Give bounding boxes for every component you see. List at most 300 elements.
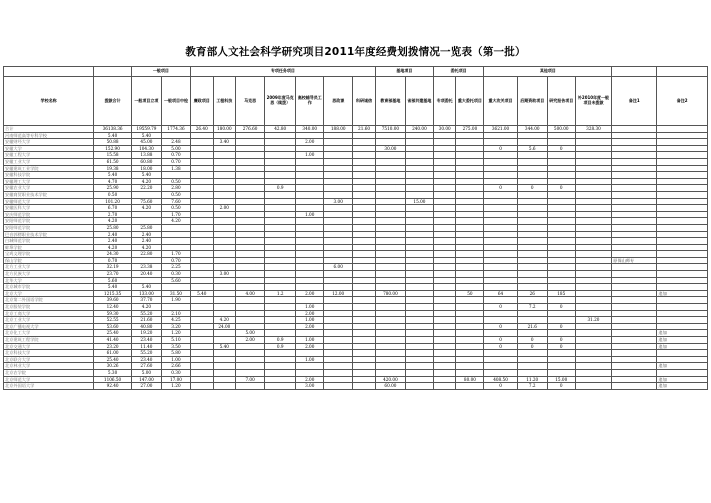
amount-cell xyxy=(547,264,575,271)
amount-cell xyxy=(433,205,456,212)
remark-cell xyxy=(612,238,657,245)
table-row xyxy=(4,363,708,370)
amount-cell xyxy=(296,178,324,185)
amount-cell xyxy=(405,165,433,172)
amount-cell xyxy=(456,337,484,344)
remark-cell xyxy=(657,139,708,146)
table-row xyxy=(4,132,708,139)
amount-cell xyxy=(324,152,353,159)
amount-cell: 24.00 xyxy=(213,323,236,330)
amount-cell xyxy=(190,271,213,278)
remark-cell xyxy=(657,224,708,231)
amount-cell xyxy=(296,191,324,198)
col-header-total: 拨款合计 xyxy=(94,77,132,126)
amount-cell xyxy=(296,172,324,179)
table-row xyxy=(4,277,708,284)
amount-cell xyxy=(575,238,612,245)
amount-cell xyxy=(405,363,433,370)
amount-cell xyxy=(517,251,547,258)
amount-cell: 4.25 xyxy=(161,317,190,324)
amount-cell xyxy=(265,350,296,357)
amount-cell xyxy=(375,350,405,357)
amount-cell xyxy=(547,317,575,324)
col-header-joint-base: 省部共建基地 xyxy=(405,77,433,126)
amount-cell xyxy=(405,257,433,264)
amount-cell xyxy=(575,290,612,297)
amount-cell xyxy=(324,139,353,146)
table-row xyxy=(4,383,708,390)
amount-cell xyxy=(375,165,405,172)
amount-cell xyxy=(433,238,456,245)
amount-cell: 1.00 xyxy=(296,152,324,159)
amount-cell: 7.2 xyxy=(517,383,547,390)
remark-cell xyxy=(657,231,708,238)
amount-cell xyxy=(375,297,405,304)
remark-cell xyxy=(612,323,657,330)
amount-cell xyxy=(296,297,324,304)
remark-cell xyxy=(612,165,657,172)
amount-cell xyxy=(324,145,353,152)
amount-cell xyxy=(236,323,265,330)
amount-cell xyxy=(213,363,236,370)
amount-cell xyxy=(484,191,517,198)
remark-cell xyxy=(612,350,657,357)
amount-cell xyxy=(131,211,161,218)
amount-cell xyxy=(161,284,190,291)
table-row xyxy=(4,152,708,159)
amount-cell xyxy=(324,284,353,291)
amount-cell: 2.48 xyxy=(161,139,190,146)
amount-cell: 0 xyxy=(517,185,547,192)
table-row xyxy=(4,317,708,324)
amount-cell xyxy=(265,231,296,238)
amount-cell xyxy=(161,244,190,251)
amount-cell xyxy=(456,211,484,218)
table-row xyxy=(4,290,708,297)
table-row xyxy=(4,224,708,231)
school-name-cell: 北京化工大学 xyxy=(4,330,94,337)
amount-cell xyxy=(353,205,376,212)
amount-cell xyxy=(375,132,405,139)
amount-cell: 31.20 xyxy=(575,317,612,324)
amount-cell xyxy=(433,356,456,363)
amount-cell xyxy=(236,317,265,324)
amount-cell xyxy=(190,343,213,350)
school-name-cell: 北京工业大学 xyxy=(4,317,94,324)
amount-cell xyxy=(547,284,575,291)
amount-cell xyxy=(456,277,484,284)
amount-cell: 4.20 xyxy=(161,218,190,225)
remark-cell xyxy=(657,277,708,284)
amount-cell xyxy=(517,198,547,205)
amount-cell xyxy=(131,277,161,284)
amount-cell xyxy=(547,363,575,370)
amount-cell xyxy=(575,158,612,165)
amount-cell xyxy=(190,152,213,159)
amount-cell xyxy=(236,343,265,350)
amount-cell xyxy=(236,145,265,152)
amount-cell xyxy=(190,383,213,390)
amount-cell: 61.50 xyxy=(94,158,132,165)
col-header-remark-2: 备注2 xyxy=(657,77,708,126)
amount-cell xyxy=(375,158,405,165)
amount-cell: 5.40 xyxy=(94,132,132,139)
col-header-school: 学校名称 xyxy=(4,77,94,126)
amount-cell: 3621.00 xyxy=(484,126,517,133)
amount-cell: 7.00 xyxy=(236,376,265,383)
amount-cell xyxy=(190,139,213,146)
amount-cell xyxy=(213,257,236,264)
amount-cell xyxy=(265,224,296,231)
amount-cell xyxy=(375,178,405,185)
amount-cell xyxy=(575,330,612,337)
amount-cell: 0 xyxy=(484,145,517,152)
amount-cell xyxy=(517,218,547,225)
amount-cell: 5.30 xyxy=(94,369,132,376)
amount-cell: 4.20 xyxy=(94,218,132,225)
amount-cell xyxy=(547,350,575,357)
remark-cell xyxy=(612,198,657,205)
amount-cell: 5.00 xyxy=(161,145,190,152)
amount-cell xyxy=(190,198,213,205)
col-header-report: 研究报告项目 xyxy=(547,77,575,126)
amount-cell: 1.00 xyxy=(296,304,324,311)
amount-cell: 2.00 xyxy=(296,290,324,297)
amount-cell xyxy=(433,376,456,383)
amount-cell: 3.40 xyxy=(213,139,236,146)
amount-cell: 1.00 xyxy=(161,356,190,363)
school-name-cell: 安阳师范学院 xyxy=(4,224,94,231)
amount-cell xyxy=(433,343,456,350)
amount-cell xyxy=(265,304,296,311)
amount-cell xyxy=(433,178,456,185)
amount-cell xyxy=(433,139,456,146)
table-row xyxy=(4,231,708,238)
amount-cell xyxy=(375,257,405,264)
amount-cell: 17.00 xyxy=(161,376,190,383)
amount-cell: 27.00 xyxy=(131,383,161,390)
amount-cell xyxy=(190,376,213,383)
amount-cell xyxy=(456,185,484,192)
amount-cell xyxy=(213,238,236,245)
amount-cell: 55.20 xyxy=(131,350,161,357)
amount-cell xyxy=(265,158,296,165)
remark-cell xyxy=(612,251,657,258)
amount-cell xyxy=(375,172,405,179)
amount-cell xyxy=(265,238,296,245)
remark-cell xyxy=(612,317,657,324)
amount-cell: 1.90 xyxy=(161,297,190,304)
amount-cell xyxy=(484,172,517,179)
school-name-cell: 北京林业大学 xyxy=(4,363,94,370)
amount-cell: 0 xyxy=(484,304,517,311)
amount-cell xyxy=(405,317,433,324)
amount-cell xyxy=(265,369,296,376)
amount-cell: 0 xyxy=(484,323,517,330)
amount-cell xyxy=(517,172,547,179)
header-blank xyxy=(4,67,94,77)
amount-cell: 1774.36 xyxy=(161,126,190,133)
amount-cell xyxy=(353,383,376,390)
amount-cell xyxy=(236,178,265,185)
amount-cell xyxy=(265,211,296,218)
amount-cell xyxy=(213,330,236,337)
amount-cell xyxy=(265,178,296,185)
amount-cell xyxy=(190,218,213,225)
amount-cell: 1.00 xyxy=(296,356,324,363)
remark-cell xyxy=(612,158,657,165)
col-header-post-funding: 后期资助项目 xyxy=(517,77,547,126)
amount-cell xyxy=(296,132,324,139)
amount-cell xyxy=(456,178,484,185)
amount-cell xyxy=(575,383,612,390)
amount-cell xyxy=(547,198,575,205)
amount-cell xyxy=(324,238,353,245)
amount-cell xyxy=(213,152,236,159)
school-name-cell: 北京师范大学 xyxy=(4,376,94,383)
amount-cell xyxy=(405,337,433,344)
amount-cell xyxy=(547,251,575,258)
header-group-commission: 委托项目 xyxy=(433,67,484,77)
amount-cell xyxy=(265,172,296,179)
amount-cell: 21.60 xyxy=(131,317,161,324)
amount-cell: 340.00 xyxy=(296,126,324,133)
school-name-cell: 北方民族大学 xyxy=(4,271,94,278)
amount-cell: 22.20 xyxy=(131,185,161,192)
remark-cell xyxy=(612,383,657,390)
remark-cell xyxy=(612,211,657,218)
amount-cell: 15.00 xyxy=(547,376,575,383)
amount-cell xyxy=(190,350,213,357)
amount-cell xyxy=(517,231,547,238)
amount-cell: 2.00 xyxy=(236,337,265,344)
amount-cell xyxy=(405,185,433,192)
amount-cell xyxy=(236,356,265,363)
amount-cell xyxy=(547,211,575,218)
school-name-cell: 北京工商大学 xyxy=(4,310,94,317)
remark-cell xyxy=(657,297,708,304)
amount-cell xyxy=(353,238,376,245)
amount-cell: 2.00 xyxy=(213,205,236,212)
amount-cell xyxy=(433,317,456,324)
table-row xyxy=(4,211,708,218)
remark-cell xyxy=(657,350,708,357)
amount-cell: 0.70 xyxy=(161,152,190,159)
amount-cell xyxy=(190,211,213,218)
amount-cell xyxy=(265,139,296,146)
remark-cell xyxy=(612,376,657,383)
amount-cell xyxy=(190,369,213,376)
amount-cell xyxy=(213,310,236,317)
amount-cell xyxy=(213,211,236,218)
amount-cell xyxy=(213,284,236,291)
col-header-remark-1: 备注1 xyxy=(612,77,657,126)
amount-cell xyxy=(353,165,376,172)
amount-cell xyxy=(324,363,353,370)
remark-cell xyxy=(657,264,708,271)
amount-cell xyxy=(547,132,575,139)
amount-cell xyxy=(375,343,405,350)
amount-cell xyxy=(353,356,376,363)
remark-cell xyxy=(612,330,657,337)
amount-cell xyxy=(353,304,376,311)
amount-cell xyxy=(324,350,353,357)
amount-cell xyxy=(517,178,547,185)
amount-cell: 19.20 xyxy=(131,330,161,337)
amount-cell xyxy=(456,231,484,238)
amount-cell: 1.00 xyxy=(296,211,324,218)
amount-cell xyxy=(484,264,517,271)
header-group-other: 其他项目 xyxy=(484,67,612,77)
col-header-2010-supplement: 补2010年度一般项目未拨款 xyxy=(575,77,612,126)
amount-cell xyxy=(296,257,324,264)
remark-cell xyxy=(657,191,708,198)
amount-cell xyxy=(517,257,547,264)
amount-cell xyxy=(517,238,547,245)
amount-cell: 0.50 xyxy=(161,191,190,198)
amount-cell xyxy=(375,231,405,238)
table-row xyxy=(4,297,708,304)
amount-cell xyxy=(213,264,236,271)
amount-cell xyxy=(547,165,575,172)
amount-cell xyxy=(296,350,324,357)
amount-cell xyxy=(484,317,517,324)
amount-cell: 2.00 xyxy=(296,139,324,146)
amount-cell xyxy=(517,330,547,337)
amount-cell: 5.80 xyxy=(161,350,190,357)
remark-cell xyxy=(657,132,708,139)
amount-cell: 0 xyxy=(484,383,517,390)
header-group-base: 基地项目 xyxy=(375,67,433,77)
amount-cell xyxy=(547,139,575,146)
amount-cell xyxy=(405,224,433,231)
amount-cell xyxy=(324,343,353,350)
amount-cell xyxy=(161,304,190,311)
school-name-cell: 安徽商贸职业技术学院 xyxy=(4,191,94,198)
remark-cell xyxy=(612,185,657,192)
amount-cell xyxy=(547,152,575,159)
amount-cell xyxy=(265,152,296,159)
amount-cell: 20.40 xyxy=(131,271,161,278)
amount-cell: 3.00 xyxy=(296,383,324,390)
school-name-cell: 安徽工程大学 xyxy=(4,152,94,159)
amount-cell xyxy=(456,165,484,172)
col-header-special-commission: 专项委托 xyxy=(433,77,456,126)
amount-cell: 104.30 xyxy=(131,145,161,152)
remark-cell xyxy=(612,218,657,225)
amount-cell: 0 xyxy=(547,145,575,152)
amount-cell xyxy=(324,205,353,212)
remark-cell xyxy=(612,244,657,251)
amount-cell xyxy=(575,231,612,238)
amount-cell xyxy=(484,198,517,205)
amount-cell xyxy=(353,211,376,218)
amount-cell: 4.00 xyxy=(236,290,265,297)
school-name-cell: 北京交通大学 xyxy=(4,343,94,350)
amount-cell xyxy=(517,165,547,172)
amount-cell xyxy=(161,231,190,238)
amount-cell: 2.70 xyxy=(94,211,132,218)
amount-cell xyxy=(575,337,612,344)
amount-cell: 2.66 xyxy=(161,363,190,370)
amount-cell xyxy=(433,323,456,330)
amount-cell: 5.60 xyxy=(161,277,190,284)
amount-cell xyxy=(575,218,612,225)
amount-cell xyxy=(456,191,484,198)
amount-cell xyxy=(131,191,161,198)
amount-cell xyxy=(296,185,324,192)
amount-cell xyxy=(353,251,376,258)
amount-cell xyxy=(375,211,405,218)
amount-cell: 50.88 xyxy=(94,139,132,146)
amount-cell xyxy=(375,277,405,284)
amount-cell: 39.60 xyxy=(94,297,132,304)
col-header-counselor: 高校辅导员工作 xyxy=(296,77,324,126)
amount-cell xyxy=(375,191,405,198)
amount-cell xyxy=(353,139,376,146)
amount-cell xyxy=(296,264,324,271)
amount-cell xyxy=(484,271,517,278)
table-row xyxy=(4,304,708,311)
amount-cell xyxy=(405,172,433,179)
amount-cell xyxy=(213,165,236,172)
school-name-cell: 北京农学院 xyxy=(4,369,94,376)
amount-cell xyxy=(547,369,575,376)
amount-cell xyxy=(405,343,433,350)
amount-cell: 3.50 xyxy=(161,343,190,350)
remark-cell xyxy=(612,369,657,376)
amount-cell xyxy=(547,205,575,212)
amount-cell: 0 xyxy=(517,343,547,350)
amount-cell xyxy=(213,350,236,357)
amount-cell: 60.80 xyxy=(131,158,161,165)
amount-cell xyxy=(405,231,433,238)
amount-cell xyxy=(190,251,213,258)
amount-cell xyxy=(213,337,236,344)
amount-cell xyxy=(375,363,405,370)
remark-cell: 追加 xyxy=(657,376,708,383)
amount-cell: 25.80 xyxy=(94,224,132,231)
remark-cell xyxy=(657,152,708,159)
amount-cell xyxy=(517,224,547,231)
amount-cell: 5.40 xyxy=(190,290,213,297)
amount-cell xyxy=(405,284,433,291)
amount-cell xyxy=(131,257,161,264)
amount-cell xyxy=(456,363,484,370)
amount-cell xyxy=(324,178,353,185)
amount-cell xyxy=(353,337,376,344)
amount-cell xyxy=(296,145,324,152)
amount-cell xyxy=(161,132,190,139)
col-header-marxism: 马克思 xyxy=(236,77,265,126)
table-row xyxy=(4,257,708,264)
amount-cell: 4.20 xyxy=(131,178,161,185)
amount-cell xyxy=(456,297,484,304)
page-title: 教育部人文社会科学研究项目2011年度经费划拨情况一览表（第一批） xyxy=(185,46,526,58)
amount-cell: 6.70 xyxy=(94,205,132,212)
amount-cell xyxy=(575,277,612,284)
amount-cell xyxy=(213,185,236,192)
amount-cell: 133.00 xyxy=(131,290,161,297)
remark-cell xyxy=(612,356,657,363)
table-row xyxy=(4,238,708,245)
amount-cell: 2.40 xyxy=(131,238,161,245)
amount-cell xyxy=(547,310,575,317)
amount-cell xyxy=(433,211,456,218)
amount-cell xyxy=(213,145,236,152)
amount-cell xyxy=(433,152,456,159)
school-name-cell: 北京服装学院 xyxy=(4,304,94,311)
